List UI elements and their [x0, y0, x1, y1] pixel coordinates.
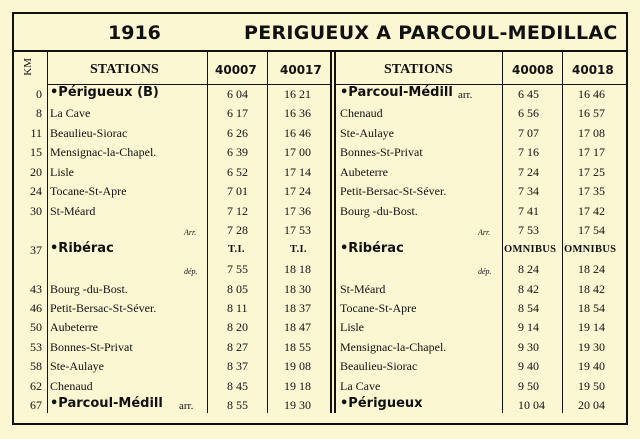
- departure-time: 17 42: [578, 203, 605, 218]
- departure-time: 8 11: [227, 300, 248, 315]
- arrival-marker: arr.: [458, 89, 473, 101]
- left-stations-rule: [207, 50, 208, 413]
- departure-time: 7 24: [518, 164, 539, 179]
- train-number-header: 40017: [280, 63, 322, 77]
- departure-time: 8 24: [518, 262, 539, 277]
- right-stations-rule: [502, 50, 503, 413]
- departure-time: 9 50: [518, 378, 539, 393]
- departure-time: 17 35: [578, 184, 605, 199]
- departure-time: 8 42: [518, 281, 539, 296]
- timetable-route: PERIGUEUX A PARCOUL-MEDILLAC: [244, 22, 618, 44]
- departure-time: 7 55: [227, 262, 248, 277]
- departure-time: 8 45: [227, 378, 248, 393]
- departure-time: 16 21: [284, 87, 311, 101]
- arr-dep-note: Arr.: [184, 228, 197, 238]
- km-value: 43: [30, 281, 42, 296]
- departure-time: 8 37: [227, 359, 248, 374]
- departure-time: 17 54: [578, 223, 605, 238]
- station-name: Mensignac-la-Chapel.: [50, 145, 157, 160]
- station-name: Beaulieu-Siorac: [340, 359, 418, 374]
- departure-time: OMNIBUS: [564, 243, 617, 255]
- station-name: Beaulieu-Siorac: [50, 125, 128, 140]
- station-name: •Parcoul-Médill: [340, 85, 453, 100]
- departure-time: 19 30: [284, 398, 311, 413]
- train-number-header: 40008: [512, 63, 554, 77]
- station-name: •Ribérac: [340, 240, 404, 256]
- station-name: •Parcoul-Médill: [50, 396, 163, 412]
- arrival-marker: arr.: [179, 400, 194, 413]
- station-name: Bonnes-St-Privat: [50, 339, 133, 354]
- station-name: Tocane-St-Apre: [50, 184, 127, 199]
- departure-time: 18 47: [284, 320, 311, 335]
- km-value: 0: [36, 87, 42, 101]
- station-name: Ste-Aulaye: [50, 359, 104, 374]
- departure-time: 9 30: [518, 339, 539, 354]
- left-stations-header: STATIONS: [90, 62, 159, 77]
- km-value: 24: [30, 184, 42, 199]
- departure-time: 19 50: [578, 378, 605, 393]
- departure-time: T.I.: [228, 243, 245, 255]
- km-value: 30: [30, 203, 42, 218]
- km-value: 67: [30, 398, 42, 413]
- station-name: Bourg -du-Bost.: [340, 203, 418, 218]
- departure-time: 17 00: [284, 145, 311, 160]
- station-name: Petit-Bersac-St-Séver.: [340, 184, 447, 199]
- km-value: 8: [36, 106, 42, 121]
- departure-time: 7 53: [518, 223, 539, 238]
- departure-time: 9 40: [518, 359, 539, 374]
- departure-time: 6 17: [227, 106, 248, 121]
- departure-time: 7 07: [518, 125, 539, 140]
- departure-time: 16 46: [284, 125, 311, 140]
- station-name: •Ribérac: [50, 240, 114, 256]
- departure-time: 17 25: [578, 164, 605, 179]
- station-name: Lisle: [50, 164, 74, 179]
- km-value: 11: [30, 125, 42, 140]
- departure-time: 17 14: [284, 164, 311, 179]
- departure-time: 19 40: [578, 359, 605, 374]
- station-name: St-Méard: [340, 281, 386, 296]
- station-name: Bonnes-St-Privat: [340, 145, 423, 160]
- departure-time: 19 14: [578, 320, 605, 335]
- departure-time: 18 37: [284, 300, 311, 315]
- departure-time: 19 30: [578, 339, 605, 354]
- departure-time: 19 08: [284, 359, 311, 374]
- departure-time: 6 26: [227, 125, 248, 140]
- departure-time: 18 24: [578, 262, 605, 277]
- km-column-rule: [47, 50, 48, 413]
- departure-time: 17 08: [578, 125, 605, 140]
- station-name: •Périgueux: [340, 396, 423, 412]
- station-name: Petit-Bersac-St-Séver.: [50, 300, 157, 315]
- right-train-rule: [562, 50, 563, 413]
- departure-time: 17 24: [284, 184, 311, 199]
- km-value: 58: [30, 359, 42, 374]
- arr-dep-note: dép.: [478, 267, 492, 277]
- departure-time: 17 36: [284, 203, 311, 218]
- departure-time: 7 34: [518, 184, 539, 199]
- departure-time: 6 39: [227, 145, 248, 160]
- departure-time: 6 04: [227, 87, 248, 101]
- station-name: Chenaud: [340, 106, 383, 121]
- center-divider-a: [330, 50, 332, 413]
- km-header: KM: [22, 58, 34, 76]
- departure-time: 20 04: [578, 398, 605, 413]
- departure-time: 6 56: [518, 106, 539, 121]
- departure-time: 18 54: [578, 300, 605, 315]
- departure-time: 6 45: [518, 87, 539, 101]
- departure-time: 8 27: [227, 339, 248, 354]
- timetable-year: 1916: [108, 22, 161, 44]
- departure-time: 16 57: [578, 106, 605, 121]
- train-number-header: 40007: [215, 63, 257, 77]
- km-value: 53: [30, 339, 42, 354]
- arr-dep-note: Arr.: [478, 228, 491, 238]
- departure-time: 16 36: [284, 106, 311, 121]
- station-name: Aubeterre: [50, 320, 98, 335]
- departure-time: 19 18: [284, 378, 311, 393]
- left-train-rule: [267, 50, 268, 413]
- station-name: Lisle: [340, 320, 364, 335]
- station-name: Tocane-St-Apre: [340, 300, 417, 315]
- departure-time: 7 16: [518, 145, 539, 160]
- right-stations-header: STATIONS: [384, 62, 453, 77]
- departure-time: 16 46: [578, 87, 605, 101]
- departure-time: T.I.: [290, 243, 307, 255]
- train-number-header: 40018: [572, 63, 614, 77]
- departure-time: 18 55: [284, 339, 311, 354]
- km-value: 62: [30, 378, 42, 393]
- departure-time: 7 41: [518, 203, 539, 218]
- departure-time: 18 18: [284, 262, 311, 277]
- title-divider: [12, 50, 628, 52]
- station-name: Aubeterre: [340, 164, 388, 179]
- station-name: La Cave: [340, 378, 381, 393]
- departure-time: 18 30: [284, 281, 311, 296]
- departure-time: 8 05: [227, 281, 248, 296]
- departure-time: 8 55: [227, 398, 248, 413]
- departure-time: 18 42: [578, 281, 605, 296]
- arr-dep-note: dép.: [184, 267, 198, 277]
- departure-time: 8 20: [227, 320, 248, 335]
- km-value: 37: [30, 242, 42, 257]
- km-value: 20: [30, 164, 42, 179]
- center-divider-b: [334, 50, 336, 413]
- departure-time: OMNIBUS: [504, 243, 557, 255]
- departure-time: 7 01: [227, 184, 248, 199]
- departure-time: 17 53: [284, 223, 311, 238]
- station-name: Mensignac-la-Chapel.: [340, 339, 447, 354]
- station-name: Bourg -du-Bost.: [50, 281, 128, 296]
- departure-time: 10 04: [518, 398, 545, 413]
- station-name: •Périgueux (B): [50, 85, 159, 100]
- station-name: La Cave: [50, 106, 91, 121]
- station-name: St-Méard: [50, 203, 96, 218]
- departure-time: 8 54: [518, 300, 539, 315]
- departure-time: 17 17: [578, 145, 605, 160]
- departure-time: 7 28: [227, 223, 248, 238]
- departure-time: 6 52: [227, 164, 248, 179]
- departure-time: 9 14: [518, 320, 539, 335]
- km-value: 50: [30, 320, 42, 335]
- station-name: Ste-Aulaye: [340, 125, 394, 140]
- km-value: 15: [30, 145, 42, 160]
- departure-time: 7 12: [227, 203, 248, 218]
- km-value: 46: [30, 300, 42, 315]
- station-name: Chenaud: [50, 378, 93, 393]
